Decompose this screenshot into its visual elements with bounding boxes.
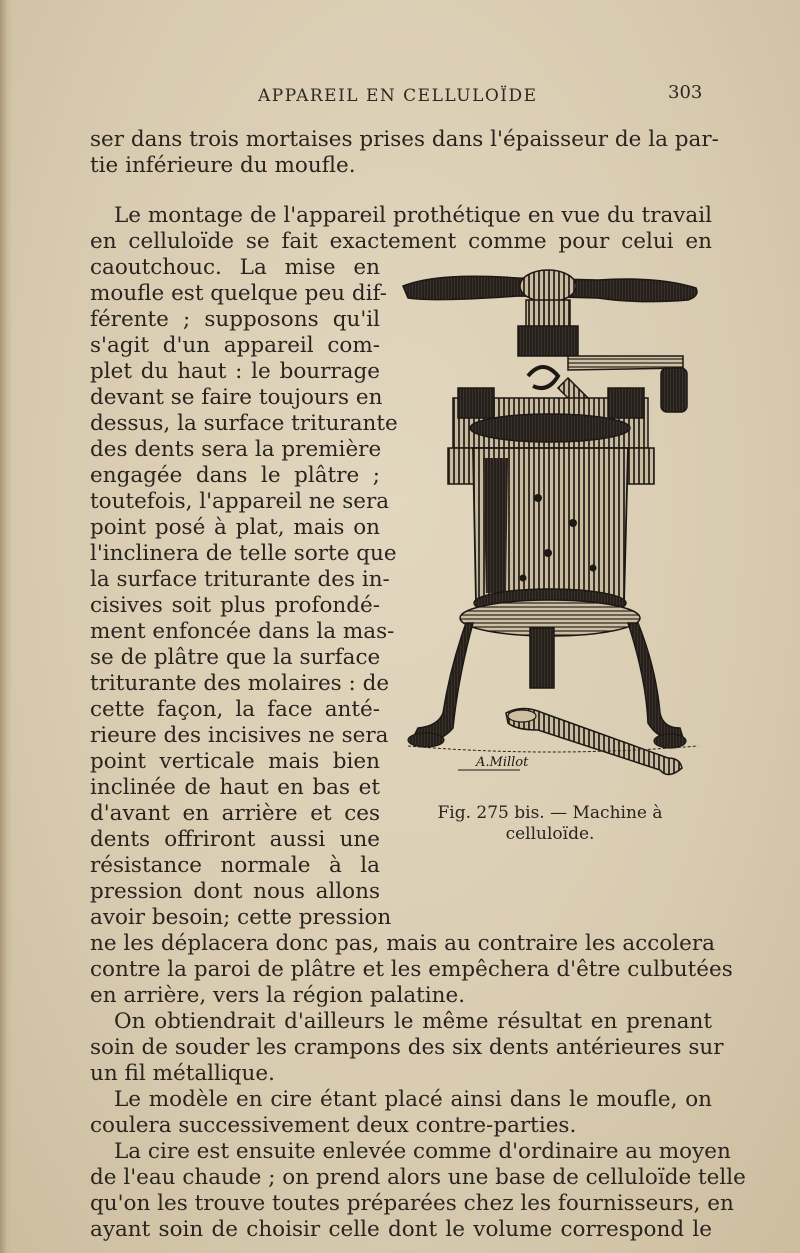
text-line: la surface triturante des in- bbox=[90, 567, 390, 592]
text-line: d'avant en arrière et ces bbox=[90, 801, 380, 826]
text-line: caoutchouc. La mise en bbox=[90, 255, 380, 280]
text-line: Le modèle en cire étant placé ainsi dans le moufle, on bbox=[114, 1087, 712, 1112]
celluloid-machine-illustration bbox=[398, 258, 703, 803]
figure-caption bbox=[412, 803, 688, 845]
text-line: s'agit d'un appareil com- bbox=[90, 333, 380, 358]
text-line: l'inclinera de telle sorte que bbox=[90, 541, 397, 566]
text-line: contre la paroi de plâtre et les empêchera d'être culbutées bbox=[90, 957, 733, 982]
text-line: ment enfoncée dans la mas- bbox=[90, 619, 395, 644]
text-line: un fil métallique. bbox=[90, 1061, 275, 1086]
text-line: inclinée de haut en bas et bbox=[90, 775, 380, 800]
text-line: triturante des molaires : de bbox=[90, 671, 390, 696]
text-line: ayant soin de choisir celle dont le volume correspond le bbox=[90, 1217, 712, 1242]
text-line: coulera successivement deux contre-parties. bbox=[90, 1113, 577, 1138]
text-line: résistance normale à la bbox=[90, 853, 380, 878]
text-line: cisives soit plus profondé- bbox=[90, 593, 380, 618]
text-line: avoir besoin; cette pression bbox=[90, 905, 392, 930]
text-line: soin de souder les crampons des six dents antérieures sur bbox=[90, 1035, 724, 1060]
text-line: pression dont nous allons bbox=[90, 879, 380, 904]
text-line: dents offriront aussi une bbox=[90, 827, 380, 852]
text-line: férente ; supposons qu'il bbox=[90, 307, 380, 332]
text-line: des dents sera la première bbox=[90, 437, 382, 462]
text-line: qu'on les trouve toutes préparées chez les fournisseurs, en bbox=[90, 1191, 734, 1216]
text-line: dessus, la surface triturante bbox=[90, 411, 398, 436]
text-line: rieure des incisives ne sera bbox=[90, 723, 389, 748]
figure-celluloid-machine bbox=[398, 258, 703, 803]
text-line: en arrière, vers la région palatine. bbox=[90, 983, 466, 1008]
text-line: devant se faire toujours en bbox=[90, 385, 383, 410]
text-line: On obtiendrait d'ailleurs le même résultat en prenant bbox=[114, 1009, 712, 1034]
text-line: ser dans trois mortaises prises dans l'épaisseur de la par- bbox=[90, 127, 719, 152]
text-line: plet du haut : le bourrage bbox=[90, 359, 380, 384]
page-number: 303 bbox=[668, 82, 703, 103]
text-line: point verticale mais bien bbox=[90, 749, 380, 774]
caption-line: celluloïde. bbox=[505, 824, 595, 844]
text-line: Le montage de l'appareil prothétique en vue du travail bbox=[114, 203, 712, 228]
text-line: toutefois, l'appareil ne sera bbox=[90, 489, 390, 514]
text-line: en celluloïde se fait exactement comme pour celui en bbox=[90, 229, 712, 254]
caption-line: Fig. 275 bis. — Machine à bbox=[437, 803, 663, 823]
text-line: point posé à plat, mais on bbox=[90, 515, 380, 540]
text-line: cette façon, la face anté- bbox=[90, 697, 380, 722]
text-line: se de plâtre que la surface bbox=[90, 645, 381, 670]
engraver-signature: A.Millot bbox=[476, 755, 529, 770]
text-line: moufle est quelque peu dif- bbox=[90, 281, 387, 306]
text-line: La cire est ensuite enlevée comme d'ordinaire au moyen bbox=[114, 1139, 731, 1164]
text-line: de l'eau chaude ; on prend alors une base de celluloïde telle bbox=[90, 1165, 746, 1190]
text-line: engagée dans le plâtre ; bbox=[90, 463, 380, 488]
running-head: APPAREIL EN CELLULOÏDE bbox=[258, 86, 538, 106]
page-gutter bbox=[0, 0, 12, 1253]
text-line: tie inférieure du moufle. bbox=[90, 153, 356, 178]
text-line: ne les déplacera donc pas, mais au contraire les accolera bbox=[90, 931, 715, 956]
page-header bbox=[90, 82, 710, 110]
